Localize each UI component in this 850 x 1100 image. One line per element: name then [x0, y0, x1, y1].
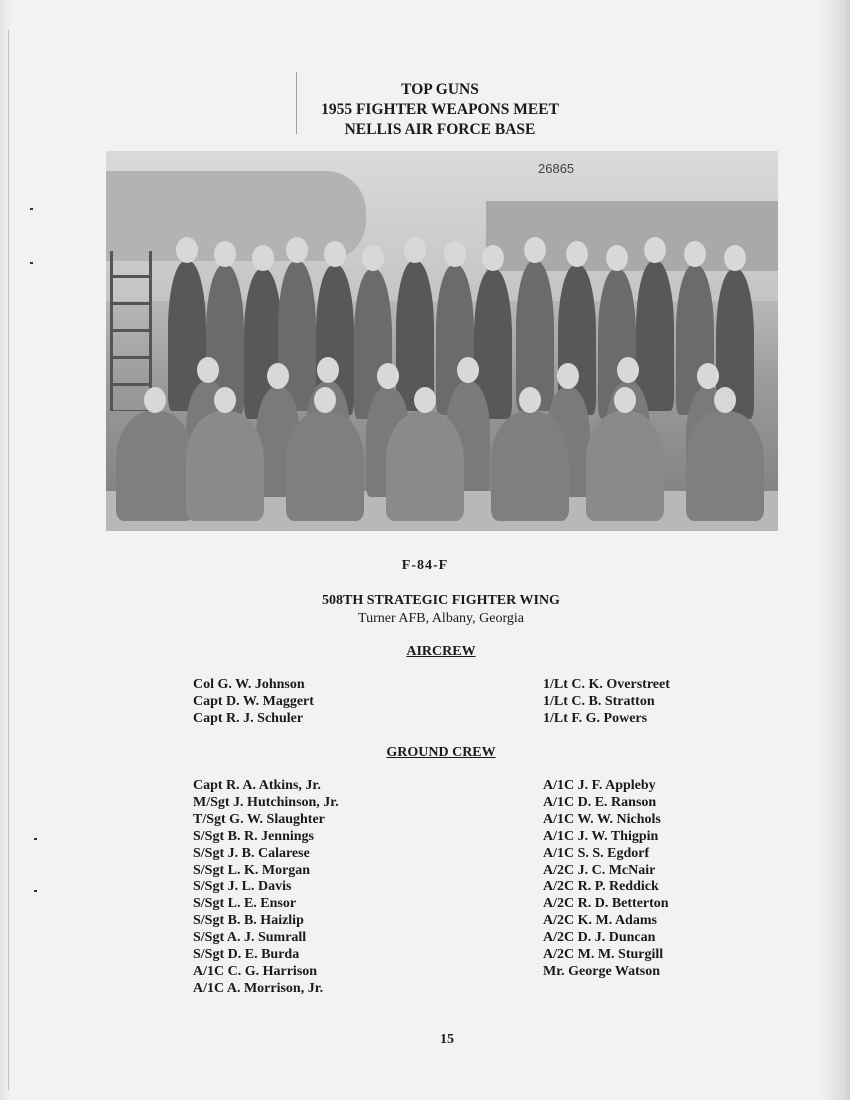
group-photo	[106, 151, 778, 531]
crew-face	[614, 387, 636, 413]
aircrew-member: Capt D. W. Maggert	[193, 693, 314, 709]
ground-crew-member: Mr. George Watson	[543, 963, 661, 979]
ground-crew-member: A/2C R. P. Reddick	[543, 879, 659, 895]
ground-crew-member: S/Sgt L. E. Ensor	[193, 896, 297, 912]
crew-face	[314, 387, 336, 413]
ground-crew-member: A/2C R. D. Betterton	[543, 896, 669, 912]
crew-figure	[116, 411, 194, 521]
crew-face	[684, 241, 706, 267]
page-left-edge	[0, 0, 12, 1100]
aircraft-type: F-84-F	[401, 558, 449, 573]
crew-face	[697, 363, 719, 389]
ground-crew-member: S/Sgt L. K. Morgan	[193, 862, 311, 878]
page-right-edge	[820, 0, 850, 1100]
crew-figure	[186, 411, 264, 521]
scan-speck	[30, 208, 33, 210]
crew-face	[197, 357, 219, 383]
crew-face	[519, 387, 541, 413]
crew-face	[457, 357, 479, 383]
crew-face	[286, 237, 308, 263]
aircrew-member: Col G. W. Johnson	[193, 677, 305, 692]
crew-face	[144, 387, 166, 413]
ground-crew-member: A/2C M. M. Sturgill	[543, 947, 664, 963]
unit-name: 508TH STRATEGIC FIGHTER WING	[322, 593, 560, 608]
aircraft-ladder	[110, 251, 152, 411]
scan-speck	[34, 890, 37, 892]
crew-face	[444, 241, 466, 267]
unit-location: Turner AFB, Albany, Georgia	[358, 611, 524, 626]
ground-crew-member: S/Sgt J. B. Calarese	[193, 845, 310, 861]
crew-face	[414, 387, 436, 413]
aircrew-left-list	[193, 677, 314, 728]
ground-crew-member: A/1C J. W. Thigpin	[543, 828, 659, 844]
ground-crew-member: A/1C J. F. Appleby	[543, 778, 656, 793]
ground-crew-member: A/1C W. W. Nichols	[543, 811, 661, 827]
ground-crew-heading: GROUND CREW	[386, 745, 496, 760]
ground-crew-member: S/Sgt J. L. Davis	[193, 879, 292, 895]
crew-figure	[286, 411, 364, 521]
crew-figure	[586, 411, 664, 521]
aircrew-heading: AIRCREW	[406, 644, 476, 659]
ground-crew-member: A/2C K. M. Adams	[543, 913, 657, 929]
ground-crew-member: A/2C J. C. McNair	[543, 862, 656, 878]
crew-face	[724, 245, 746, 271]
aircrew-right-list	[543, 677, 670, 728]
crew-face	[606, 245, 628, 271]
unit-block	[0, 592, 850, 628]
aircraft-serial: 26865	[538, 161, 575, 176]
crew-face	[404, 237, 426, 263]
aircrew-member: Capt R. J. Schuler	[193, 710, 304, 726]
ground-crew-member: S/Sgt D. E. Burda	[193, 947, 300, 963]
crew-face	[214, 241, 236, 267]
ground-crew-left-list	[193, 778, 339, 998]
crew-figure	[636, 261, 674, 411]
crew-face	[214, 387, 236, 413]
title-line-1: TOP GUNS	[401, 81, 479, 98]
crew-face	[482, 245, 504, 271]
crew-figure	[686, 411, 764, 521]
ground-crew-member: A/1C S. S. Egdorf	[543, 845, 650, 861]
ground-crew-member: A/2C D. J. Duncan	[543, 930, 656, 946]
crew-face	[176, 237, 198, 263]
crew-face	[557, 363, 579, 389]
aircrew-member: 1/Lt C. K. Overstreet	[543, 677, 670, 692]
crew-face	[617, 357, 639, 383]
aircrew-member: 1/Lt F. G. Powers	[543, 710, 648, 726]
page-number: 15	[440, 1032, 454, 1047]
ground-crew-member: A/1C C. G. Harrison	[193, 963, 318, 979]
title-line-3: NELLIS AIR FORCE BASE	[344, 121, 536, 138]
ground-crew-member: A/1C A. Morrison, Jr.	[193, 980, 324, 996]
crew-face	[267, 363, 289, 389]
crew-face	[252, 245, 274, 271]
title-line-2: 1955 FIGHTER WEAPONS MEET	[321, 101, 559, 118]
crew-figure	[491, 411, 569, 521]
ground-crew-member: S/Sgt A. J. Sumrall	[193, 930, 307, 946]
crew-figure	[386, 411, 464, 521]
crew-face	[362, 245, 384, 271]
ground-crew-right-list	[543, 778, 669, 981]
crew-face	[644, 237, 666, 263]
crew-face	[317, 357, 339, 383]
ground-crew-member: A/1C D. E. Ranson	[543, 794, 657, 810]
ground-crew-member: S/Sgt B. B. Haizlip	[193, 913, 304, 929]
crew-face	[324, 241, 346, 267]
scan-speck	[34, 838, 37, 840]
page-title	[200, 80, 680, 140]
ground-crew-member: M/Sgt J. Hutchinson, Jr.	[193, 794, 339, 810]
crew-face	[566, 241, 588, 267]
ground-crew-member: S/Sgt B. R. Jennings	[193, 828, 314, 844]
crew-face	[377, 363, 399, 389]
crew-face	[524, 237, 546, 263]
ground-crew-member: T/Sgt G. W. Slaughter	[193, 811, 325, 827]
ground-crew-member: Capt R. A. Atkins, Jr.	[193, 778, 321, 793]
scan-speck	[30, 262, 33, 264]
aircrew-member: 1/Lt C. B. Stratton	[543, 693, 655, 709]
crew-face	[714, 387, 736, 413]
